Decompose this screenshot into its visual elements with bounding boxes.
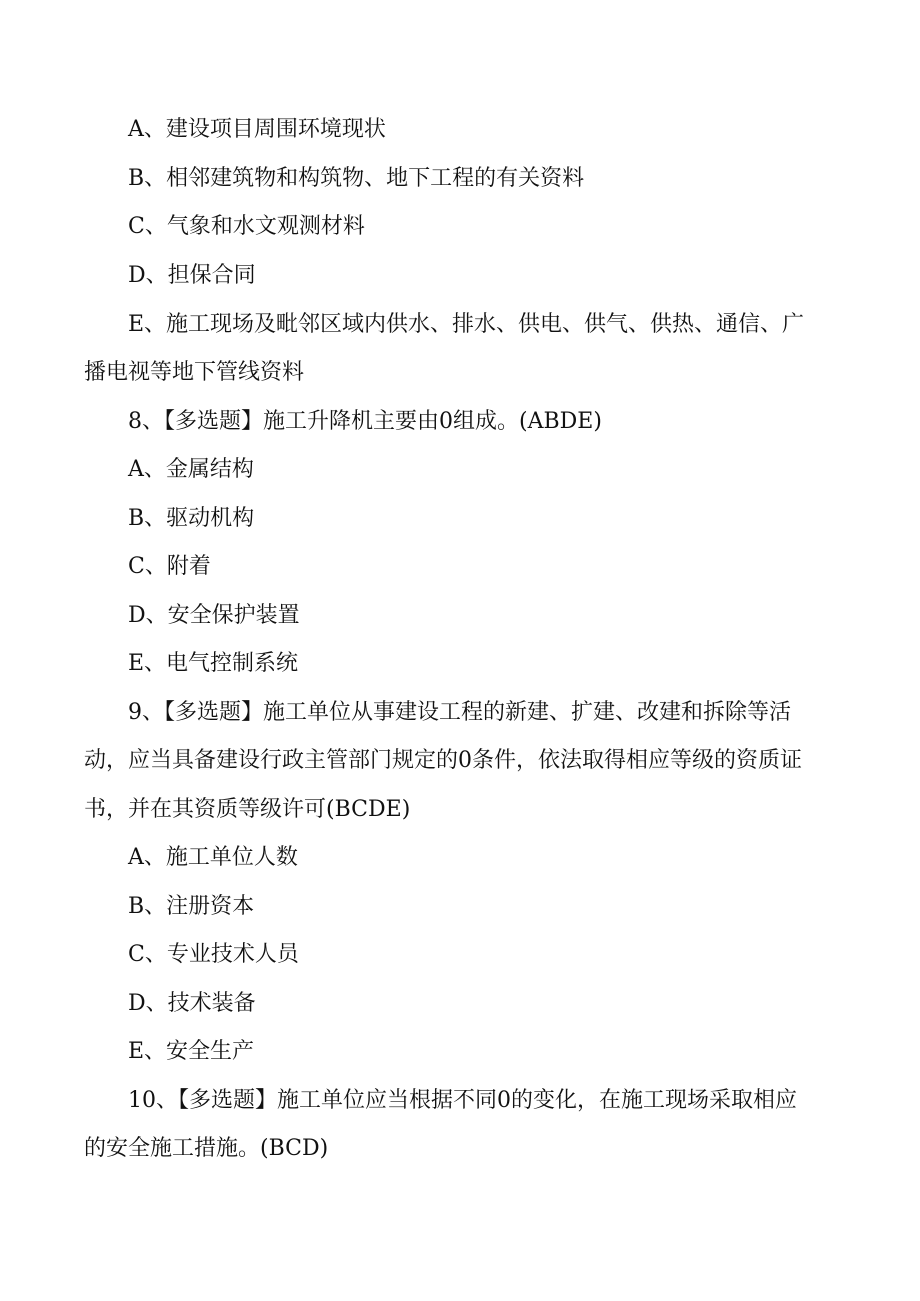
- option-a: A、建设项目周围环境现状: [128, 117, 386, 142]
- option-e-continued: 播电视等地下管线资料: [84, 360, 305, 385]
- option-e: E、施工现场及毗邻区域内供水、排水、供电、供气、供热、通信、广: [128, 312, 805, 337]
- q9-option-b: B、注册资本: [128, 894, 255, 919]
- q8-option-c: C、附着: [128, 554, 211, 579]
- q9-option-d: D、技术装备: [128, 991, 256, 1016]
- q8-option-e: E、电气控制系统: [128, 651, 299, 676]
- q9-option-a: A、施工单位人数: [128, 845, 298, 870]
- question-9-line-2: 动，应当具备建设行政主管部门规定的0条件，依法取得相应等级的资质证: [84, 748, 802, 773]
- option-c: C、气象和水文观测材料: [128, 214, 365, 239]
- question-9-line-3: 书，并在其资质等级许可(BCDE): [84, 797, 411, 822]
- question-8: 8、【多选题】施工升降机主要由0组成。(ABDE): [128, 409, 602, 434]
- option-d: D、担保合同: [128, 263, 256, 288]
- q9-option-e: E、安全生产: [128, 1039, 255, 1064]
- q8-option-a: A、金属结构: [128, 457, 254, 482]
- question-10: 10、【多选题】施工单位应当根据不同0的变化，在施工现场采取相应: [128, 1088, 797, 1113]
- q8-option-b: B、驱动机构: [128, 506, 255, 531]
- q9-option-c: C、专业技术人员: [128, 942, 299, 967]
- question-10-line-2: 的安全施工措施。(BCD): [84, 1136, 329, 1161]
- option-b: B、相邻建筑物和构筑物、地下工程的有关资料: [128, 166, 585, 191]
- question-9: 9、【多选题】施工单位从事建设工程的新建、扩建、改建和拆除等活: [128, 700, 791, 725]
- q8-option-d: D、安全保护装置: [128, 603, 300, 628]
